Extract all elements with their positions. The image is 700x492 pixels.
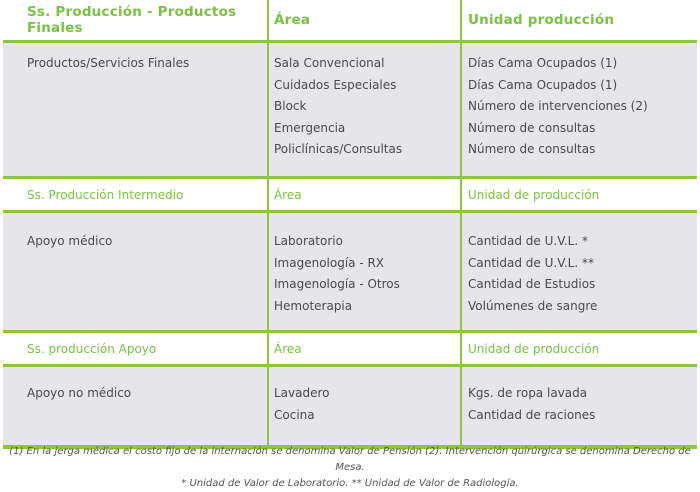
column-divider — [460, 0, 462, 40]
section-body-finales — [3, 40, 697, 176]
section-body-apoyo — [3, 364, 697, 445]
area-item: Imagenología - Otros — [274, 277, 400, 291]
area-item: Sala Convencional — [274, 56, 385, 70]
header-col-unidad: Unidad de producción — [468, 187, 600, 202]
row-label: Productos/Servicios Finales — [27, 56, 190, 70]
unit-item: Número de consultas — [468, 120, 596, 135]
column-divider — [460, 213, 462, 330]
area-item: Block — [274, 99, 307, 113]
area-item: Laboratorio — [274, 234, 343, 248]
unit-item: Cantidad de raciones — [468, 407, 596, 422]
column-divider — [460, 179, 462, 210]
header-col-unidad: Unidad de producción — [468, 341, 600, 356]
column-divider — [460, 367, 462, 445]
column-divider — [267, 179, 269, 210]
unit-item: Días Cama Ocupados (1) — [468, 77, 618, 92]
area-item: Cuidados Especiales — [274, 77, 397, 92]
footnote-line-1: (1) En la jerga médica el costo fijo de la internación se denomina Valor de Pensión (2). Intervención quirúrgica se denomina Derecho de Mesa. — [9, 446, 691, 473]
row-label: Apoyo no médico — [27, 386, 132, 400]
area-item: Cocina — [274, 407, 315, 422]
production-table — [3, 0, 697, 449]
header-col-unidad: Unidad producción — [468, 12, 615, 28]
column-divider — [267, 43, 269, 176]
unit-item: Cantidad de U.V.L. * — [468, 234, 588, 248]
column-divider — [267, 0, 269, 40]
header-col-area: Área — [274, 12, 311, 28]
column-divider — [267, 367, 269, 445]
unit-item: Número de consultas — [468, 142, 596, 156]
area-item: Policlínicas/Consultas — [274, 142, 403, 156]
unit-item: Días Cama Ocupados (1) — [468, 56, 618, 70]
column-divider — [460, 43, 462, 176]
column-divider — [267, 333, 269, 364]
area-item: Imagenología - RX — [274, 255, 385, 270]
area-item: Hemoterapia — [274, 298, 353, 313]
header-col-servicio: Ss. Producción Intermedio — [27, 187, 184, 202]
footnote-line-2: * Unidad de Valor de Laboratorio. ** Unidad de Valor de Radiología. — [181, 478, 519, 489]
section-body-intermedio — [3, 210, 697, 330]
unit-item: Cantidad de U.V.L. ** — [468, 255, 594, 270]
header-col-area: Área — [274, 187, 302, 202]
area-item: Emergencia — [274, 120, 346, 135]
section-header-finales — [3, 0, 697, 40]
section-header-apoyo — [3, 330, 697, 364]
area-item: Lavadero — [274, 386, 330, 400]
unit-item: Kgs. de ropa lavada — [468, 386, 588, 400]
unit-item: Volúmenes de sangre — [468, 298, 598, 313]
footnote — [0, 444, 700, 492]
unit-item: Número de intervenciones (2) — [468, 99, 648, 113]
section-header-intermedio — [3, 176, 697, 210]
header-col-servicio: Ss. producción Apoyo — [27, 341, 157, 356]
unit-item: Cantidad de Estudios — [468, 277, 596, 291]
header-col-servicio: Ss. Producción - Productos Finales — [27, 4, 237, 36]
column-divider — [460, 333, 462, 364]
row-label: Apoyo médico — [27, 234, 113, 248]
column-divider — [267, 213, 269, 330]
header-col-area: Área — [274, 341, 302, 356]
